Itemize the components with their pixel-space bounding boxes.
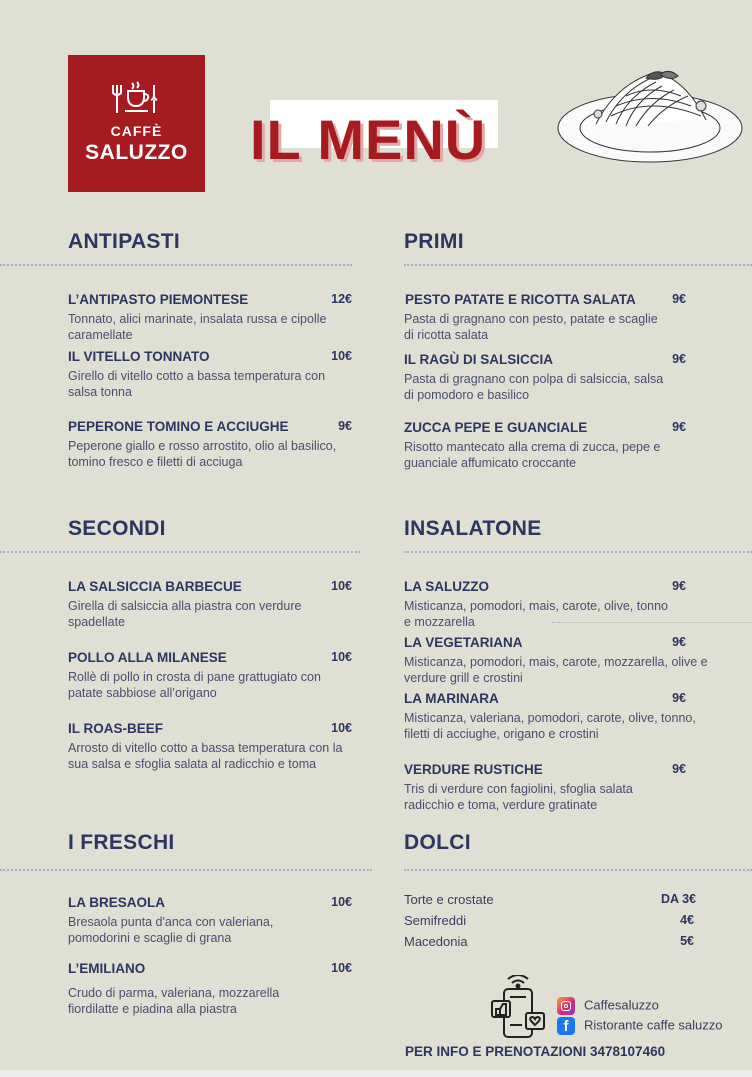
menu-item — [68, 650, 352, 701]
dessert-item — [404, 934, 696, 949]
menu-item — [68, 895, 352, 946]
facebook-link[interactable] — [557, 1017, 723, 1035]
page-title: IL MENÙ — [250, 108, 487, 171]
item-price: 10€ — [331, 895, 352, 909]
item-description: Risotto mantecato alla crema di zucca, pepe e guanciale affumicato croccante — [404, 440, 661, 470]
item-description: Girella di salsiccia alla piastra con verdure spadellate — [68, 599, 302, 629]
item-name: PEPERONE TOMINO E ACCIUGHE — [68, 419, 289, 434]
dessert-name: Semifreddi — [404, 913, 467, 928]
section-divider — [0, 551, 360, 553]
item-name: ZUCCA PEPE E GUANCIALE — [404, 420, 588, 435]
item-price: 9€ — [672, 762, 686, 776]
dessert-name: Torte e crostate — [404, 892, 494, 907]
item-price: 10€ — [331, 579, 352, 593]
item-description: Peperone giallo e rosso arrostito, olio al basilico, tomino fresco e filetti di acciuga — [68, 439, 337, 469]
item-price: 12€ — [331, 292, 352, 306]
logo-line-1: CAFFÈ — [110, 123, 163, 139]
item-name: LA SALUZZO — [404, 579, 489, 594]
section-title-secondi: SECONDI — [68, 517, 166, 540]
item-name: VERDURE RUSTICHE — [404, 762, 543, 777]
menu-item — [405, 292, 692, 343]
item-description: Pasta di gragnano con polpa di salsiccia, salsa di pomodoro e basilico — [404, 372, 664, 402]
item-name: PESTO PATATE E RICOTTA SALATA — [405, 292, 636, 307]
item-name: LA BRESAOLA — [68, 895, 165, 910]
item-description: Rollè di pollo in crosta di pane grattugiato con patate sabbiose all’origano — [68, 670, 321, 700]
item-description: Tris di verdure con fagiolini, sfoglia salata radicchio e toma, verdure gratinate — [404, 782, 633, 812]
item-name: L’EMILIANO — [68, 961, 146, 976]
item-name: LA SALSICCIA BARBECUE — [68, 579, 242, 594]
menu-item — [68, 961, 352, 1017]
item-description: Misticanza, pomodori, mais, carote, olive, tonno e mozzarella — [404, 599, 669, 629]
section-divider — [404, 551, 752, 553]
smartphone-social-icon — [488, 975, 548, 1043]
caffe-saluzzo-logo — [68, 55, 205, 192]
dessert-name: Macedonia — [404, 934, 468, 949]
section-title-freschi: I FRESCHI — [68, 831, 175, 854]
pasta-plate-illustration — [556, 66, 744, 166]
menu-item — [404, 420, 692, 471]
item-price: 9€ — [672, 292, 686, 306]
item-price: 9€ — [672, 635, 686, 649]
menu-item — [404, 762, 692, 813]
item-description: Tonnato, alici marinate, insalata russa e cipolle caramellate — [68, 312, 327, 342]
item-price: 9€ — [672, 691, 686, 705]
item-price: 10€ — [331, 721, 352, 735]
item-price: 10€ — [331, 961, 352, 975]
item-name: L’ANTIPASTO PIEMONTESE — [68, 292, 249, 307]
item-name: LA VEGETARIANA — [404, 635, 523, 650]
facebook-icon: f — [557, 1017, 575, 1035]
item-name: IL VITELLO TONNATO — [68, 349, 210, 364]
item-divider — [552, 622, 752, 623]
section-title-dolci: DOLCI — [404, 831, 471, 854]
instagram-link[interactable] — [557, 997, 659, 1015]
item-price: 9€ — [672, 579, 686, 593]
instagram-handle: Caffesaluzzo — [584, 997, 659, 1013]
section-title-insalatone: INSALATONE — [404, 517, 542, 540]
menu-item — [68, 349, 352, 400]
item-name: IL ROAS-BEEF — [68, 721, 164, 736]
section-divider — [0, 869, 372, 871]
item-name: IL RAGÙ DI SALSICCIA — [404, 352, 554, 367]
item-description: Misticanza, valeriana, pomodori, carote, olive, tonno, filetti di acciughe, origano e crostini — [404, 711, 696, 741]
item-description: Arrosto di vitello cotto a bassa temperatura con la sua salsa e sfoglia salata al radicchio e toma — [68, 741, 343, 771]
contact-info: PER INFO E PRENOTAZIONI 3478107460 — [405, 1044, 666, 1059]
logo-line-2: SALUZZO — [85, 141, 188, 164]
item-price: 10€ — [331, 650, 352, 664]
dessert-price: DA 3€ — [661, 892, 696, 906]
menu-item — [68, 579, 352, 630]
section-divider — [404, 869, 752, 871]
item-description: Crudo di parma, valeriana, mozzarella fiordilatte e piadina alla piastra — [68, 986, 280, 1016]
menu-item — [404, 691, 696, 742]
item-price: 9€ — [672, 420, 686, 434]
item-description: Pasta di gragnano con pesto, patate e scaglie di ricotta salata — [404, 312, 658, 342]
dessert-price: 5€ — [680, 934, 694, 948]
section-divider — [404, 264, 752, 266]
menu-item — [404, 635, 708, 686]
menu-item — [68, 721, 358, 772]
item-name: LA MARINARA — [404, 691, 499, 706]
section-title-primi: PRIMI — [404, 230, 464, 253]
dessert-item — [404, 913, 696, 928]
item-description: Bresaola punta d'anca con valeriana, pomodorini e scaglie di grana — [68, 915, 274, 945]
bottom-edge — [0, 1070, 752, 1077]
dessert-item — [404, 892, 696, 907]
section-title-antipasti: ANTIPASTI — [68, 230, 180, 253]
menu-item — [68, 292, 352, 343]
item-price: 9€ — [672, 352, 686, 366]
item-price: 9€ — [338, 419, 352, 433]
dessert-price: 4€ — [680, 913, 694, 927]
menu-item — [404, 352, 692, 403]
facebook-page: Ristorante caffe saluzzo — [584, 1017, 723, 1033]
cutlery-cup-icon — [68, 81, 205, 115]
section-divider — [0, 264, 352, 266]
item-description: Girello di vitello cotto a bassa temperatura con salsa tonna — [68, 369, 326, 399]
menu-item — [68, 419, 352, 470]
item-description: Misticanza, pomodori, mais, carote, mozzarella, olive e verdure grill e crostini — [404, 655, 708, 685]
instagram-icon — [557, 997, 575, 1015]
item-price: 10€ — [331, 349, 352, 363]
item-name: POLLO ALLA MILANESE — [68, 650, 227, 665]
